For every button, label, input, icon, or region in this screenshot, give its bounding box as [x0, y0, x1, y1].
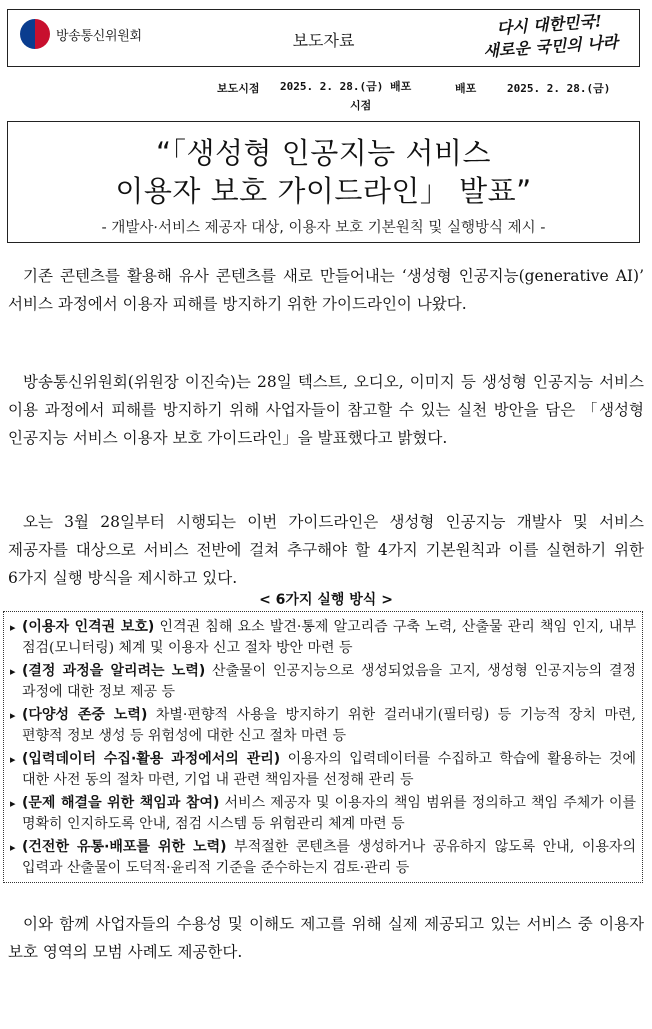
release-value-2: 2025. 2. 28.(금): [507, 82, 611, 95]
doc-type: 보도자료: [292, 31, 355, 50]
title-box: [7, 121, 640, 243]
item-text: 차별·편향적 사용을 방지하기 위한 걸러내기(필터링) 등 기능적 장치 마련, 편향적 정보 생성 등 위험성에 대한 신고 절차 마련 등: [22, 707, 636, 744]
action-items-box: [3, 611, 643, 883]
org-name: 방송통신위원회: [56, 28, 142, 44]
triangle-bullet-icon: ▸: [10, 621, 16, 634]
item-head: (이용자 인격권 보호): [22, 619, 155, 635]
list-item: [10, 749, 636, 791]
release-value-1: 2025. 2. 28.(금) 배포: [280, 80, 412, 93]
slogan: [474, 9, 627, 63]
paragraph-4: 이와 함께 사업자들의 수용성 및 이해도 제고를 위해 실제 제공되고 있는 서비스 중 이용자 보호 영역의 모범 사례도 제공한다.: [8, 915, 644, 961]
slogan-line1: 다시 대한민국!: [495, 11, 603, 38]
item-text: 이용자의 입력데이터를 수집하고 학습에 활용하는 것에 대한 사전 동의 절차 마련, 기업 내 관련 책임자를 선정해 관리 등: [22, 751, 636, 788]
paragraph-3: 오는 3월 28일부터 시행되는 이번 가이드라인은 생성형 인공지능 개발사 및 서비스 제공자를 대상으로 서비스 전반에 걸쳐 추구해야 할 4가지 기본원칙과 이를 실현하기 위한 6가지 실행 방식을 제시하고 있다.: [8, 513, 644, 587]
release-label-1: 보도시점: [217, 82, 260, 95]
item-text: 서비스 제공자 및 이용자의 책임 범위를 정의하고 책임 주체가 이를 명확히 인지하도록 안내, 점검 시스템 등 위험관리 체계 마련 등: [22, 795, 636, 832]
item-text: 부적절한 콘텐츠를 생성하거나 공유하지 않도록 안내, 이용자의 입력과 산출물이 도덕적·윤리적 기준을 준수하는지 검토·관리 등: [22, 839, 636, 876]
item-head: (결정 과정을 알리려는 노력): [22, 663, 206, 679]
triangle-bullet-icon: ▸: [10, 753, 16, 766]
title-line2: 이용자 보호 가이드라인」 발표”: [115, 174, 532, 208]
release-label-2: 배포: [455, 82, 477, 95]
release-label-1b: 시점: [350, 99, 372, 112]
triangle-bullet-icon: ▸: [10, 797, 16, 810]
list-item: [10, 617, 636, 659]
header-box: [7, 9, 640, 67]
triangle-bullet-icon: ▸: [10, 665, 16, 678]
list-item: [10, 837, 636, 879]
page-title: [8, 134, 639, 210]
list-item: [10, 661, 636, 703]
item-head: (다양성 존중 노력): [22, 707, 148, 723]
list-item: [10, 793, 636, 835]
paragraph-1: 기존 콘텐츠를 활용해 유사 콘텐츠를 새로 만들어내는 ‘생성형 인공지능(generative AI)’ 서비스 과정에서 이용자 피해를 방지하기 위한 가이드라인이 나왔다.: [8, 267, 644, 313]
triangle-bullet-icon: ▸: [10, 709, 16, 722]
item-text: 산출물이 인공지능으로 생성되었음을 고지, 생성형 인공지능의 결정 과정에 대한 정보 제공 등: [22, 663, 636, 700]
item-head: (건전한 유통·배포를 위한 노력): [22, 839, 227, 855]
title-line1: “「생성형 인공지능 서비스: [155, 136, 492, 170]
slogan-line2: 새로운 국민의 나라: [482, 32, 619, 61]
list-item: [10, 705, 636, 747]
box-title: < 6가지 실행 방식 >: [259, 592, 393, 608]
triangle-bullet-icon: ▸: [10, 841, 16, 854]
item-head: (문제 해결을 위한 책임과 참여): [22, 795, 220, 811]
item-head: (입력데이터 수집·활용 과정에서의 관리): [22, 751, 281, 767]
item-text: 인격권 침해 요소 발견·통제 알고리즘 구축 노력, 산출물 관리 책임 인지, 내부 점검(모니터링) 체계 및 이용자 신고 절차 방안 마련 등: [22, 619, 636, 656]
paragraph-2: 방송통신위원회(위원장 이진숙)는 28일 텍스트, 오디오, 이미지 등 생성형 인공지능 서비스 이용 과정에서 피해를 방지하기 위해 사업자들이 참고할 수 있는 실천 방안을 담은 「생성형 인공지능 서비스 이용자 보호 가이드라인」을 발표했다고 밝혔다.: [8, 373, 644, 447]
subtitle: - 개발사·서비스 제공자 대상, 이용자 보호 기본원칙 및 실행방식 제시 -: [101, 220, 546, 236]
